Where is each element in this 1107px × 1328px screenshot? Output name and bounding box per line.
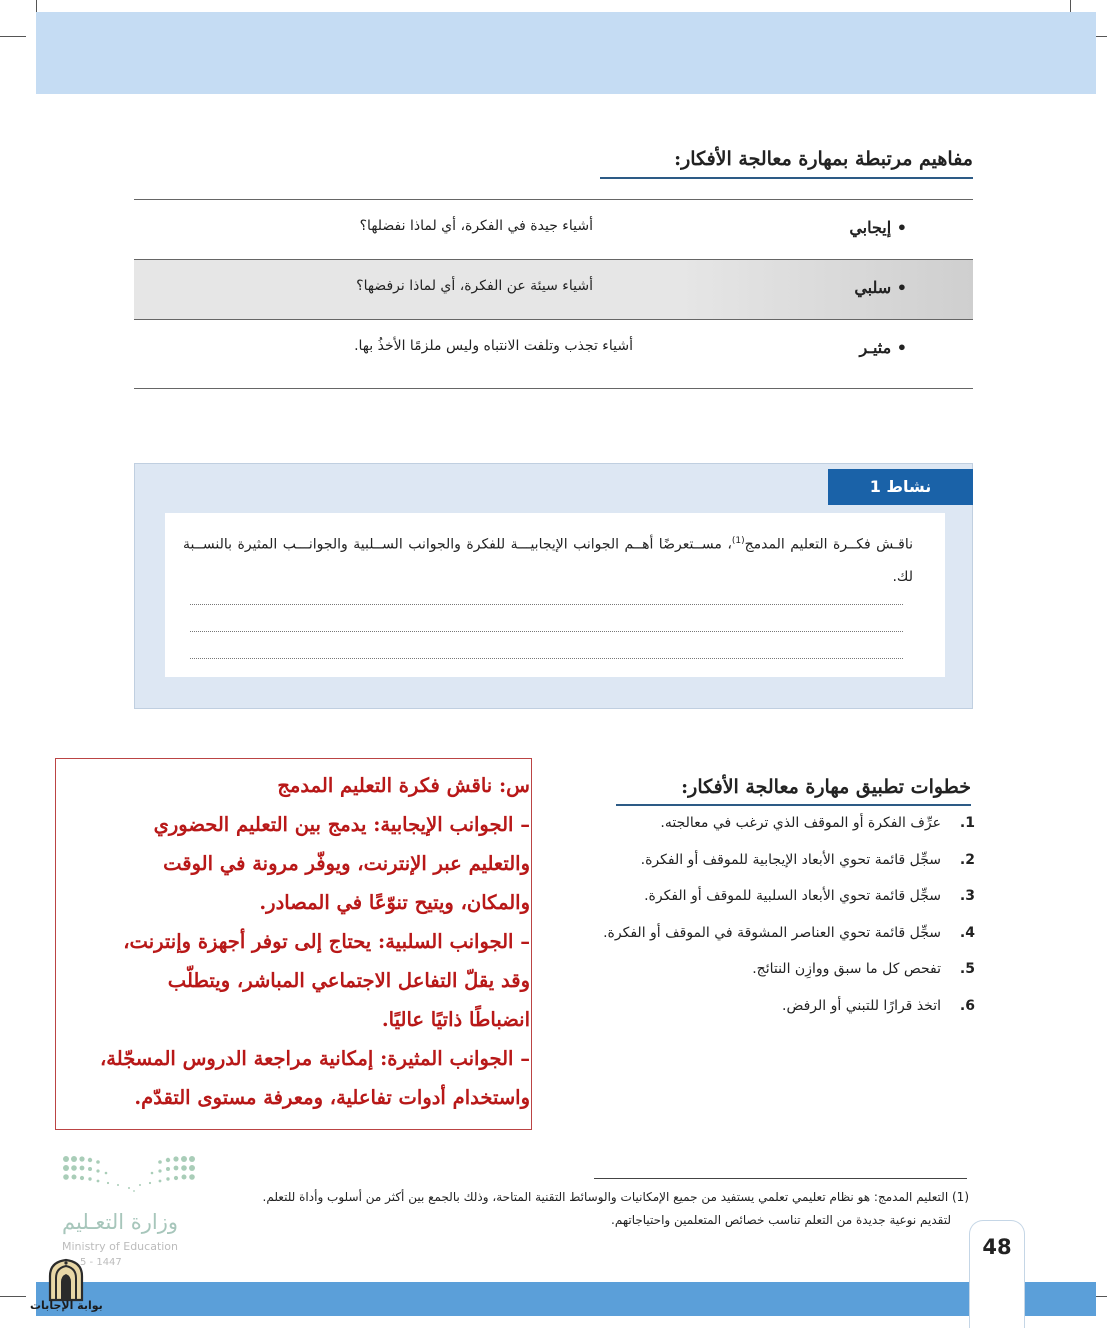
footnote-line: (1) التعليم المدمج: هو نظام تعليمي تعلمي يستفيد من جميع الإمكانيات والوسائط التقنية المتاحة، وذلك بالجمع بين أكثر من أسلوب وأداة للتعلم. [262, 1190, 969, 1204]
ministry-logo-icon [62, 1155, 202, 1195]
answer-line: – الجوانب السلبية: يحتاج إلى توفر أجهزة وإنترنت، [123, 930, 530, 953]
ministry-name-english: Ministry of Education [62, 1240, 179, 1253]
dotted-answer-line[interactable] [190, 631, 903, 632]
watermark-gate-icon [46, 1258, 86, 1302]
step-number: 2. [959, 851, 975, 868]
answer-line: – الجوانب الإيجابية: يدمج بين التعليم الحضوري [153, 813, 530, 836]
step-text: تفحص كل ما سبق ووازِن النتائج. [752, 961, 941, 978]
answer-line: – الجوانب المثيرة: إمكانية مراجعة الدروس المسجّلة، [100, 1047, 530, 1070]
answer-line: انضباطًا ذاتيًا عاليًا. [381, 1008, 530, 1031]
ministry-name-arabic: وزارة التعـليم [62, 1210, 179, 1234]
step-item [540, 852, 975, 889]
step-item [540, 998, 975, 1035]
step-number: 4. [959, 924, 975, 941]
footnote-separator [594, 1178, 967, 1179]
dotted-answer-line[interactable] [190, 604, 903, 605]
crop-mark [0, 1296, 26, 1297]
bottom-color-band [36, 1282, 1096, 1316]
activity-prompt [183, 525, 913, 593]
footnote-ref: (1) [731, 536, 745, 546]
concept-row-interesting [134, 319, 973, 389]
activity-tag: نشاط 1 [828, 469, 973, 505]
footnote [125, 1186, 969, 1232]
concept-row-positive [134, 199, 973, 259]
top-color-band [36, 12, 1096, 94]
step-item [540, 925, 975, 962]
answer-line: وقد يقلّ التفاعل الاجتماعي المباشر، ويتطلّب [167, 969, 530, 992]
step-item [540, 888, 975, 925]
concept-term: • مثيـر [859, 338, 907, 357]
steps-list [540, 815, 975, 1035]
crop-mark [0, 36, 26, 37]
page-number: 48 [982, 1235, 1012, 1259]
concept-definition: أشياء سيئة عن الفكرة، أي لماذا نرفضها؟ [356, 278, 593, 294]
steps-heading: خطوات تطبيق مهارة معالجة الأفكار: [681, 776, 971, 798]
step-text: اتخذ قرارًا للتبني أو الرفض. [782, 997, 941, 1014]
concepts-heading: مفاهيم مرتبطة بمهارة معالجة الأفكار: [674, 148, 973, 170]
dotted-answer-line[interactable] [190, 658, 903, 659]
steps-heading-underline [616, 804, 971, 806]
step-item [540, 815, 975, 852]
step-text: سجِّل قائمة تحوي الأبعاد الإيجابية للموقف أو الفكرة. [640, 851, 941, 868]
concept-row-negative [134, 259, 973, 319]
step-number: 5. [959, 961, 975, 978]
step-number: 1. [959, 815, 975, 831]
concepts-table [134, 199, 973, 389]
concept-term: • سلبي [854, 278, 907, 297]
step-number: 6. [959, 997, 975, 1014]
answer-line: س: ناقش فكرة التعليم المدمج [277, 774, 530, 797]
answer-text [60, 766, 530, 1117]
activity-text-part: ، مســتعرضًا أهــم الجوانب الإيجابيـــة للفكرة والجوانب الســلبية والجوانـــب المثيرة بالنســبة لك. [183, 536, 913, 585]
step-number: 3. [959, 888, 975, 905]
step-text: عرِّف الفكرة أو الموقف الذي ترغب في معالجته. [660, 815, 941, 831]
concept-term: • إيجابي [849, 218, 907, 237]
step-text: سجِّل قائمة تحوي الأبعاد السلبية للموقف أو الفكرة. [644, 888, 941, 905]
step-text: سجِّل قائمة تحوي العناصر المشوقة في الموقف أو الفكرة. [603, 924, 941, 941]
footnote-line: لتقديم نوعية جديدة من التعلم تناسب خصائص المتعلمين واحتياجاتهم. [611, 1213, 951, 1227]
activity-text-part: ناقـش فكــرة التعليم المدمج [744, 536, 913, 553]
edition-year: 5 - 1447 [80, 1257, 122, 1268]
answer-line: والتعليم عبر الإنترنت، ويوفّر مرونة في الوقت [163, 852, 530, 875]
concepts-heading-underline [600, 177, 973, 179]
answer-line: والمكان، ويتيح تنوّعًا في المصادر. [259, 891, 530, 914]
watermark-text: بوابة الإجابات [30, 1299, 103, 1312]
step-item [540, 961, 975, 998]
concept-definition: أشياء تجذب وتلفت الانتباه وليس ملزمًا الأخذُ بها. [354, 338, 633, 354]
concept-definition: أشياء جيدة في الفكرة، أي لماذا نفضلها؟ [359, 218, 593, 234]
answer-line: واستخدام أدوات تفاعلية، ومعرفة مستوى التقدّم. [134, 1086, 530, 1109]
